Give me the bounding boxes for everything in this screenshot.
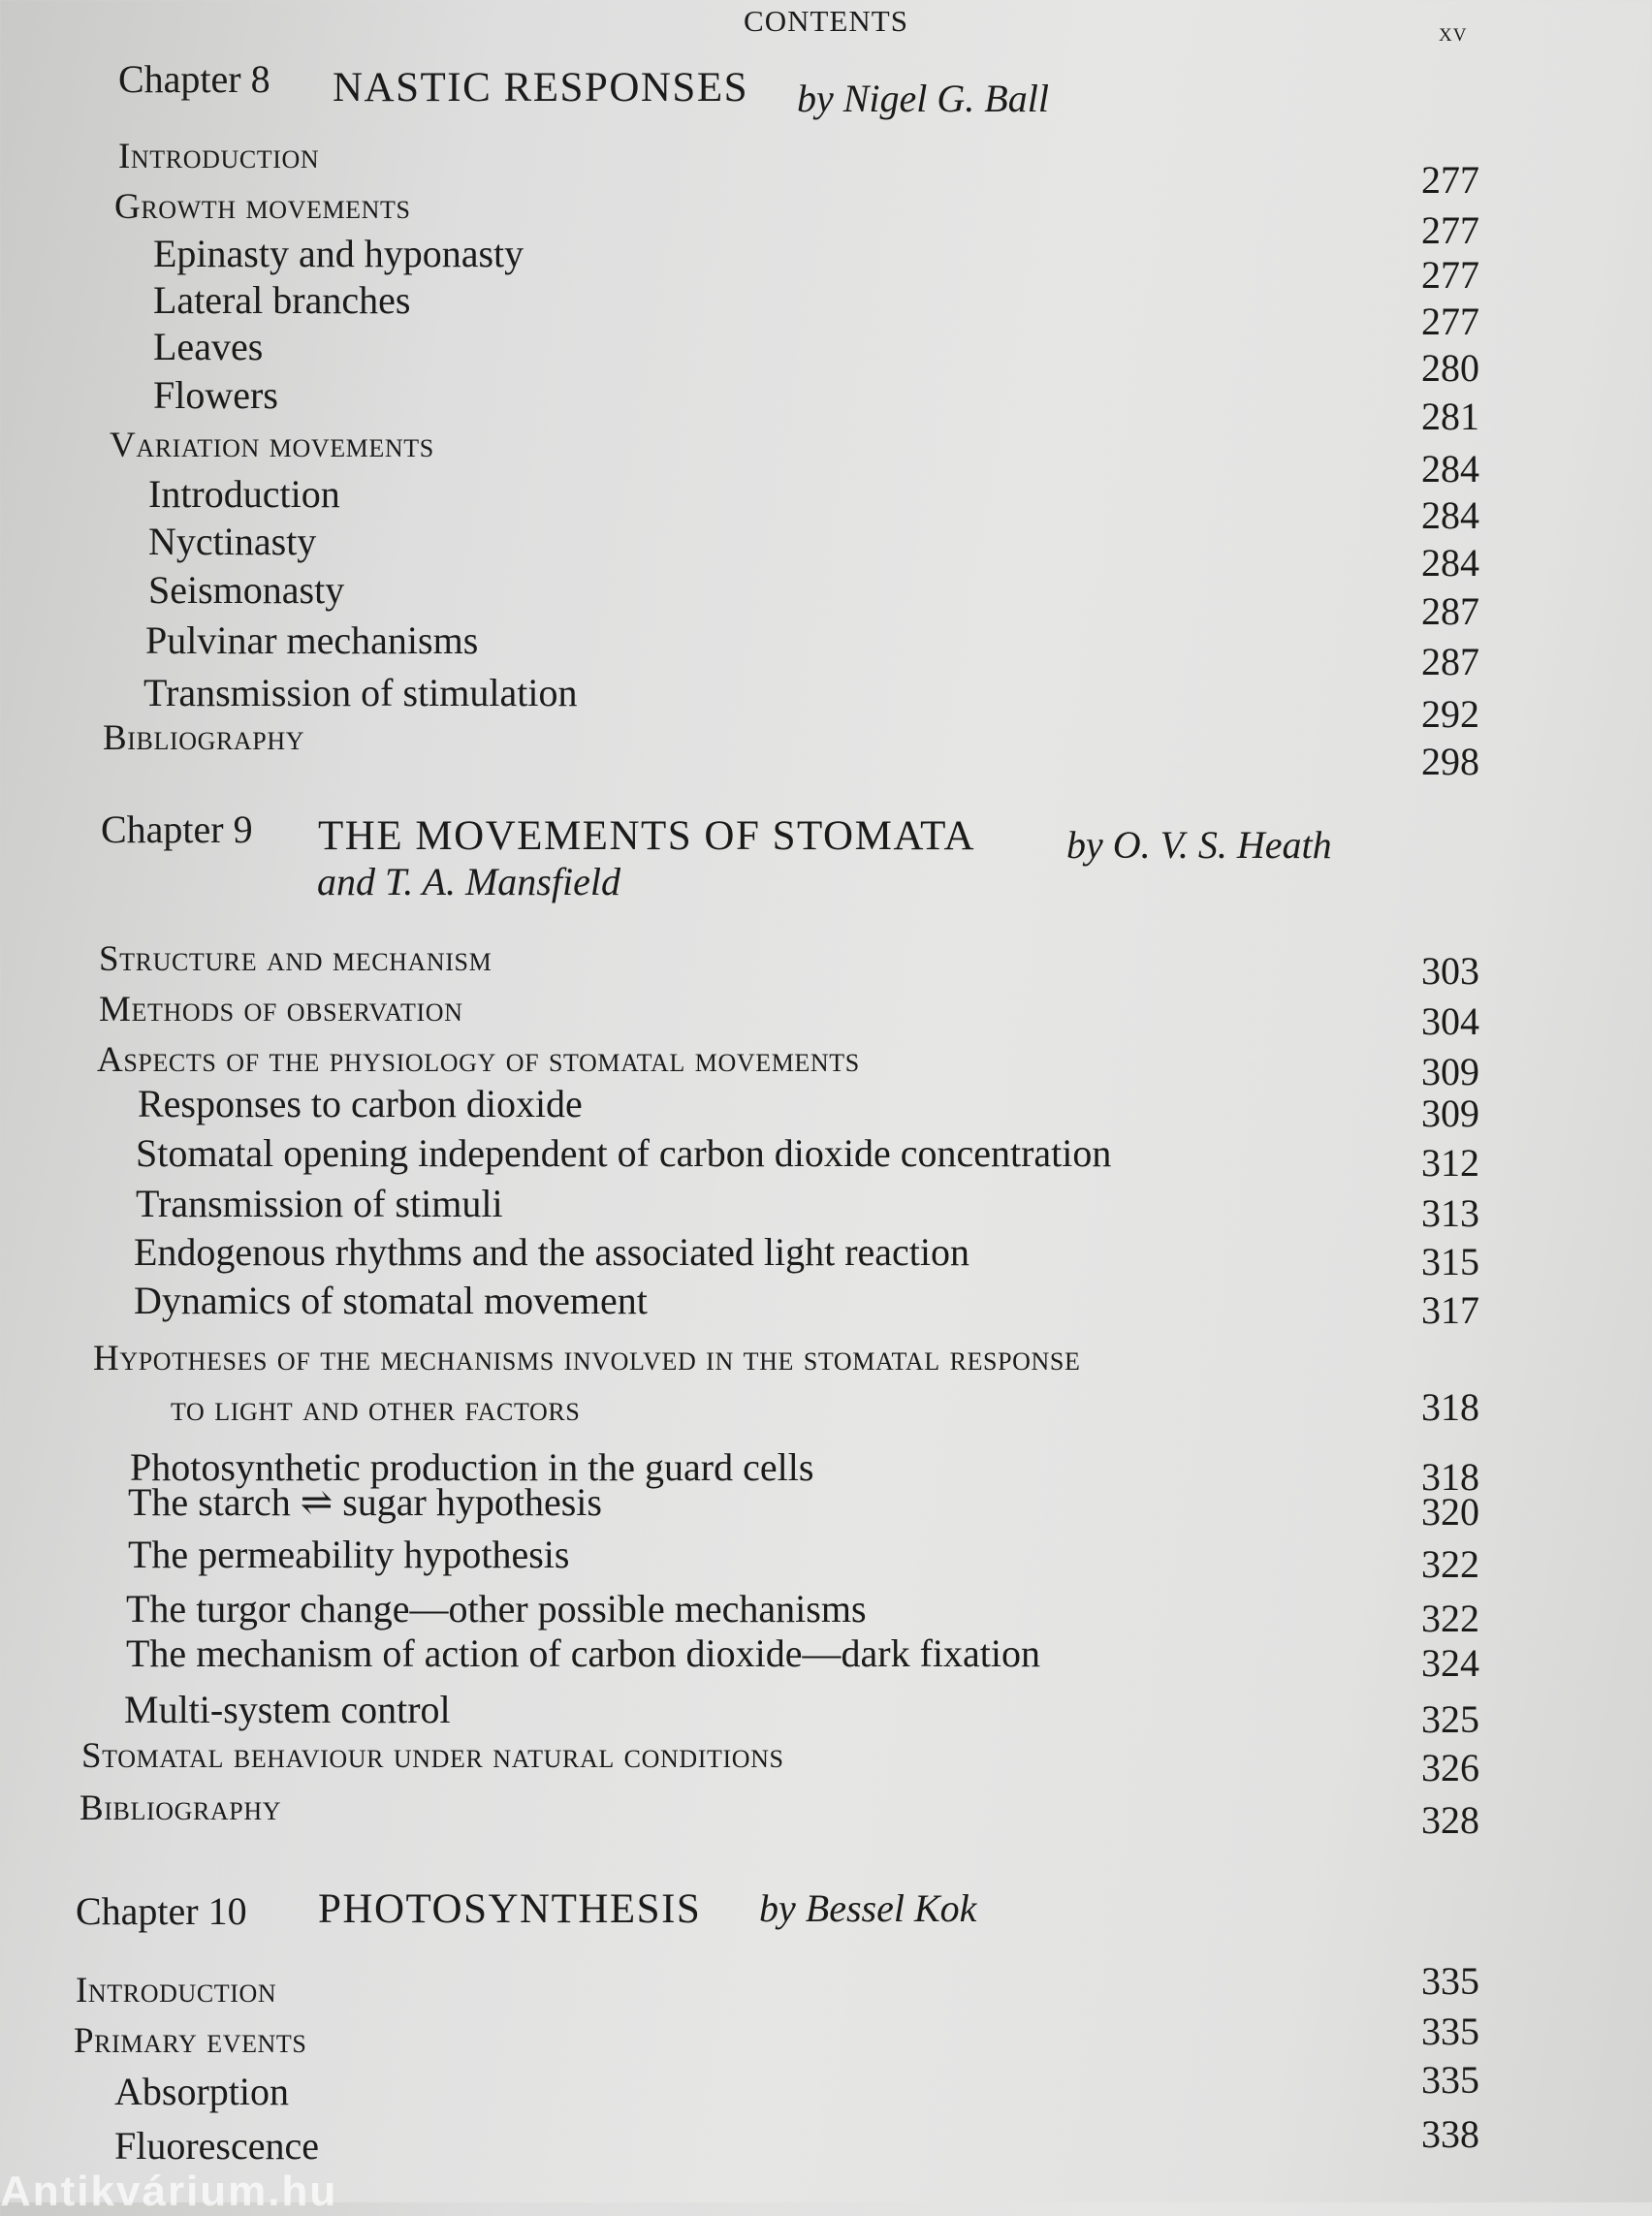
page-number: 320 (1421, 1490, 1479, 1534)
page-number: 277 (1421, 158, 1479, 202)
page-number: 325 (1421, 1697, 1479, 1741)
page-number: 312 (1421, 1141, 1479, 1185)
toc-entry (0, 136, 1652, 202)
toc-entry (0, 717, 1652, 783)
running-head: CONTENTS (744, 4, 908, 38)
chapter-title: PHOTOSYNTHESIS (318, 1886, 702, 1932)
page-number: 298 (1421, 740, 1479, 783)
page-folio: xv (1439, 17, 1468, 47)
subsection-title: The turgor change—other possible mechanisms (126, 1587, 867, 1630)
section-title: Introduction (118, 137, 320, 176)
chapter-author: by Bessel Kok (759, 1886, 977, 1930)
subsection-title: Endogenous rhythms and the associated light reaction (134, 1230, 970, 1274)
subsection-title: Introduction (148, 472, 340, 516)
toc-entry (0, 1081, 1652, 1135)
page-number: 315 (1421, 1240, 1479, 1283)
page-number: 335 (1421, 2058, 1479, 2102)
page-number: 317 (1421, 1288, 1479, 1332)
page-number: 292 (1421, 692, 1479, 736)
toc-entry (0, 1788, 1652, 1842)
page-number: 303 (1421, 949, 1479, 993)
subsection-title: Flowers (153, 373, 278, 417)
subsection-title: Pulvinar mechanisms (145, 618, 479, 662)
toc-entry (0, 617, 1652, 683)
subsection-title: Photosynthetic production in the guard cells (130, 1445, 814, 1489)
page-number: 326 (1421, 1746, 1479, 1789)
chapter-label: Chapter 9 (101, 807, 253, 851)
page-number: 309 (1421, 1050, 1479, 1093)
toc-entry (0, 186, 1652, 252)
toc-entry (0, 2010, 1652, 2069)
toc-entry (0, 1229, 1652, 1283)
chapter-title: NASTIC RESPONSES (333, 65, 749, 111)
chapter-title: THE MOVEMENTS OF STOMATA (318, 813, 975, 859)
section-title: Primary events (74, 2021, 307, 2061)
toc-entry (0, 989, 1652, 1043)
page-number: 284 (1421, 493, 1479, 537)
page-number: 328 (1421, 1798, 1479, 1842)
toc-entry (0, 1338, 1652, 1429)
subsection-title: Epinasty and hyponasty (153, 232, 524, 275)
subsection-title: The starch ⇌ sugar hypothesis (128, 1480, 602, 1524)
section-title: Aspects of the physiology of stomatal movements (97, 1040, 860, 1080)
toc-entry (0, 324, 1652, 390)
toc-entry (0, 277, 1652, 343)
chapter-author: by O. V. S. Heath (1066, 823, 1332, 867)
subsection-title: Seismonasty (148, 568, 345, 612)
toc-entry (0, 2112, 1652, 2171)
toc-entry (0, 372, 1652, 438)
page-number: 304 (1421, 999, 1479, 1043)
subsection-title: Nyctinasty (148, 520, 317, 563)
subsection-title: Dynamics of stomatal movement (134, 1279, 648, 1322)
subsection-title: Multi-system control (124, 1688, 451, 1731)
section-title: Stomatal behaviour under natural conditions (81, 1736, 784, 1776)
page-number: 318 (1421, 1455, 1479, 1499)
page-number: 287 (1421, 589, 1479, 633)
section-title-continued: to light and other factors (171, 1389, 581, 1429)
section-title: Variation movements (110, 426, 434, 465)
page-number: 313 (1421, 1191, 1479, 1235)
toc-entry (0, 471, 1652, 537)
toc-entry (0, 670, 1652, 736)
toc-entry (0, 1181, 1652, 1235)
section-title: Methods of observation (99, 990, 463, 1029)
subsection-title: The mechanism of action of carbon dioxide—dark fixation (126, 1631, 1041, 1675)
subsection-title: Leaves (153, 325, 264, 368)
page-number: 322 (1421, 1542, 1479, 1586)
toc-entry (0, 519, 1652, 585)
toc-entry (0, 567, 1652, 633)
section-title: Introduction (76, 1971, 277, 2010)
chapter-label: Chapter 8 (118, 57, 270, 101)
toc-entry (0, 1586, 1652, 1640)
page-number: 309 (1421, 1092, 1479, 1135)
chapter-author-continued: and T. A. Mansfield (317, 860, 620, 903)
section-title: Bibliography (79, 1789, 282, 1828)
subsection-title: Lateral branches (153, 278, 411, 322)
toc-entry (0, 1959, 1652, 2018)
page-number: 277 (1421, 208, 1479, 252)
subsection-title: The permeability hypothesis (128, 1533, 570, 1576)
toc-entry (0, 1630, 1652, 1685)
section-title: Bibliography (103, 718, 305, 758)
toc-entry (0, 425, 1652, 491)
toc-entry (0, 2058, 1652, 2117)
subsection-title: Transmission of stimulation (143, 671, 578, 714)
page-number: 284 (1421, 541, 1479, 585)
section-title: Hypotheses of the mechanisms involved in the stomatal response (93, 1339, 1081, 1378)
page-number: 322 (1421, 1597, 1479, 1640)
page-number: 335 (1421, 2010, 1479, 2053)
page-number: 280 (1421, 346, 1479, 390)
page-number: 338 (1421, 2112, 1479, 2156)
subsection-title: Absorption (114, 2070, 289, 2113)
page-number: 318 (1421, 1385, 1479, 1429)
chapter-label: Chapter 10 (76, 1889, 247, 1933)
page-number: 277 (1421, 300, 1479, 343)
toc-entry (0, 1130, 1652, 1185)
toc-entry (0, 1532, 1652, 1586)
toc-entry (0, 1278, 1652, 1332)
toc-entry (0, 1479, 1652, 1534)
subsection-title: Fluorescence (114, 2124, 320, 2168)
subsection-title: Stomatal opening independent of carbon dioxide concentration (136, 1131, 1112, 1175)
page-number: 324 (1421, 1641, 1479, 1685)
page-number: 335 (1421, 1959, 1479, 2003)
page-number: 281 (1421, 395, 1479, 438)
page-number: 287 (1421, 640, 1479, 683)
toc-entry (0, 1687, 1652, 1741)
toc-entry (0, 1735, 1652, 1789)
section-title: Growth movements (114, 187, 411, 227)
watermark: Antikvárium.hu (0, 2168, 338, 2215)
toc-entry (0, 231, 1652, 297)
subsection-title: Transmission of stimuli (136, 1182, 503, 1225)
subsection-title: Responses to carbon dioxide (138, 1082, 583, 1125)
chapter-author: by Nigel G. Ball (797, 77, 1049, 120)
page-number: 284 (1421, 447, 1479, 491)
section-title: Structure and mechanism (99, 939, 492, 979)
toc-entry (0, 938, 1652, 993)
page-number: 277 (1421, 253, 1479, 297)
